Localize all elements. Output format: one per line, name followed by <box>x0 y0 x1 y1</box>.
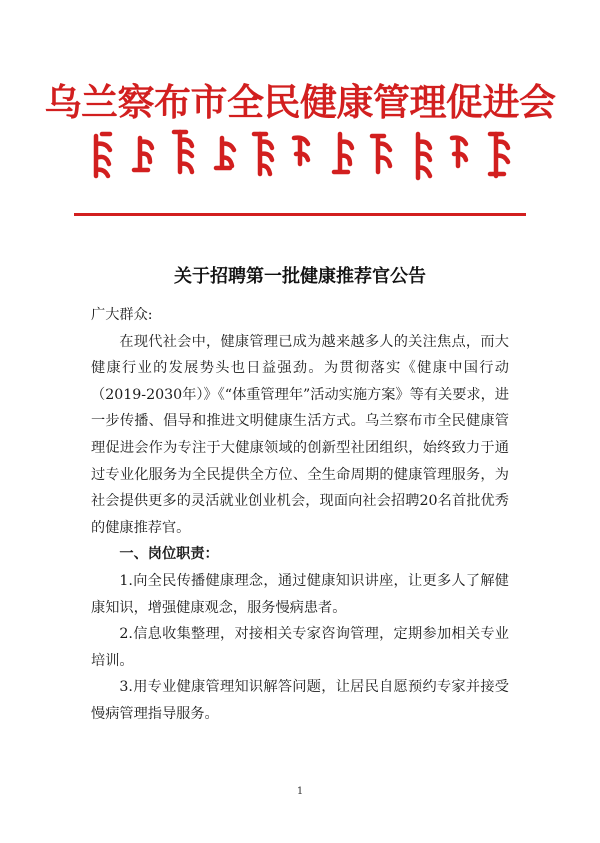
announcement-title: 关于招聘第一批健康推荐官公告 <box>174 266 426 287</box>
salutation: 广大群众: <box>91 307 153 323</box>
mongolian-script-title <box>88 124 512 188</box>
organization-title: 乌兰察布市全民健康管理促进会 <box>44 80 556 124</box>
duty-item-1: 1.向全民传播健康理念，通过健康知识讲座，让更多人了解健康知识，增强健康观念，服务慢病患者。 <box>91 572 509 616</box>
page-number: 1 <box>296 786 304 797</box>
announcement-body <box>91 302 509 728</box>
duty-item-2: 2.信息收集整理，对接相关专家咨询管理，定期参加相关专业培训。 <box>91 626 509 669</box>
header-red-rule <box>74 213 526 216</box>
duty-item-3: 3.用专业健康管理知识解答问题，让居民自愿预约专家并接受慢病管理指导服务。 <box>91 679 509 722</box>
intro-paragraph: 在现代社会中，健康管理已成为越来越多人的关注焦点，而大健康行业的发展势头也日益强劲。为贯彻落实《健康中国行动（2019-2030年）》《“体重管理年”活动实施方案》等有关要求，进一步传播、倡导和推进文明健康生活方式。乌兰察布市全民健康管理促进会作为专注于大健康领域的创新型社团组织，始终致力于通过专业化服务为全民提供全方位、全生命周期的健康管理服务，为社会提供更多的灵活就业创业机会，现面向社会招聘20名首批优秀的健康推荐官。 <box>91 333 509 536</box>
section-heading-duties: 一、岗位职责： <box>119 546 219 563</box>
